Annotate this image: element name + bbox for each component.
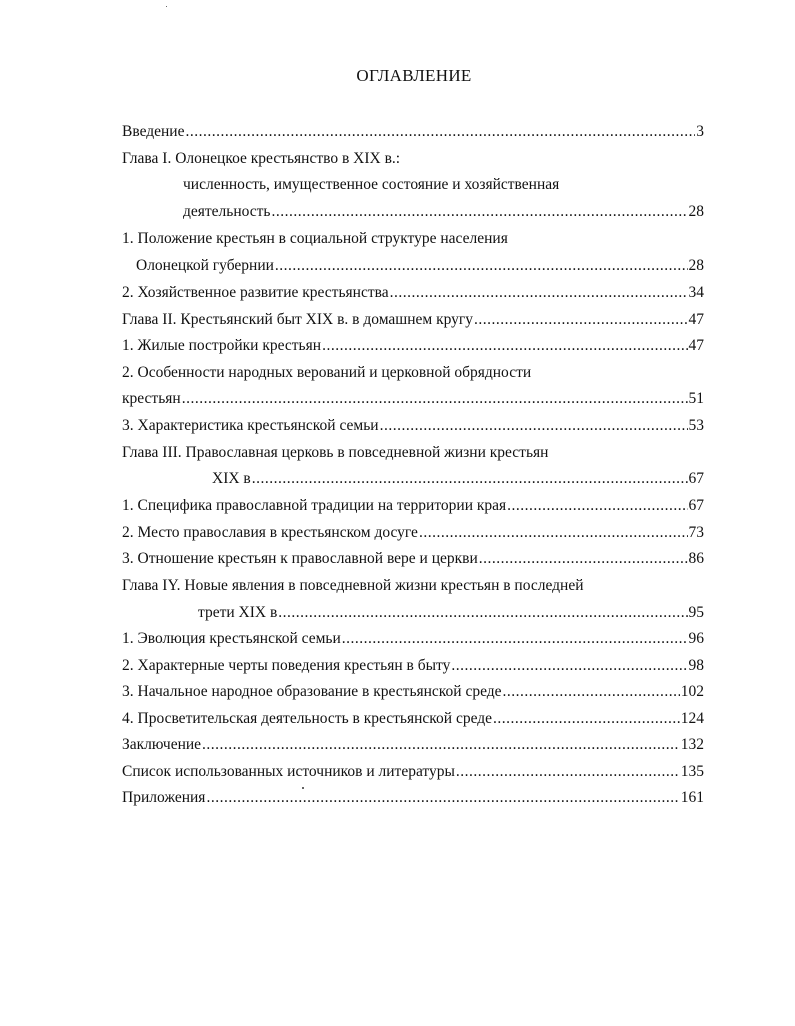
toc-entry-title: Приложения bbox=[122, 789, 206, 806]
toc-leader bbox=[206, 785, 679, 811]
toc-entry bbox=[122, 732, 704, 758]
toc-leader bbox=[185, 119, 695, 145]
toc-page-number: 96 bbox=[688, 630, 704, 647]
toc-entry-title: 1. Жилые постройки крестьян bbox=[122, 337, 322, 354]
toc-entry-title: Олонецкой губернии bbox=[136, 257, 274, 274]
toc-entry bbox=[122, 333, 704, 359]
toc-entry bbox=[212, 466, 704, 492]
toc-page-number: 53 bbox=[688, 417, 704, 434]
toc-entry-title: 2. Место православия в крестьянском досуге bbox=[122, 524, 418, 541]
toc-entry bbox=[122, 785, 704, 811]
toc-entry-title: Глава II. Крестьянский быт XIX в. в домашнем кругу bbox=[122, 311, 474, 328]
toc-entry bbox=[122, 119, 704, 145]
toc-entry bbox=[136, 253, 704, 279]
toc-entry bbox=[122, 386, 704, 412]
toc-leader bbox=[272, 199, 688, 225]
toc-entry-title: Введение bbox=[122, 123, 185, 140]
toc-page-number: 28 bbox=[688, 203, 704, 220]
toc-page-number: 28 bbox=[688, 257, 704, 274]
toc-leader bbox=[380, 413, 688, 439]
toc-leader bbox=[342, 626, 688, 652]
toc-entry-title: 3. Начальное народное образование в крестьянской среде bbox=[122, 683, 502, 700]
toc-entry-title: деятельность bbox=[183, 203, 271, 220]
toc-entry bbox=[122, 520, 704, 546]
toc-page-number: 132 bbox=[680, 736, 704, 753]
toc-entry bbox=[122, 493, 704, 519]
toc-page-number: 73 bbox=[688, 524, 704, 541]
toc-page-number: 161 bbox=[680, 789, 704, 806]
toc-page-number: 67 bbox=[688, 470, 704, 487]
toc-page-number: 47 bbox=[688, 337, 704, 354]
toc-entry-line: Глава IY. Новые явления в повседневной жизни крестьян в последней bbox=[122, 577, 584, 594]
toc-leader bbox=[474, 307, 687, 333]
scan-speck bbox=[302, 787, 304, 789]
toc-entry bbox=[122, 759, 704, 785]
toc-leader bbox=[278, 600, 687, 626]
toc-page-number: 135 bbox=[680, 763, 704, 780]
toc-entry-title: 3. Отношение крестьян к православной вере и церкви bbox=[122, 550, 478, 567]
toc-leader bbox=[390, 280, 688, 306]
toc-page-number: 51 bbox=[688, 390, 704, 407]
toc-entry bbox=[122, 307, 704, 333]
toc-leader bbox=[322, 333, 687, 359]
toc-entry-title: трети XIX в bbox=[198, 604, 278, 621]
toc-entry-line: 1. Положение крестьян в социальной структуре населения bbox=[122, 230, 508, 247]
toc-leader bbox=[456, 759, 680, 785]
toc-entry-title: XIX в bbox=[212, 470, 251, 487]
toc-page-number: 98 bbox=[688, 657, 704, 674]
toc-leader bbox=[252, 466, 688, 492]
toc-entry-line: Глава I. Олонецкое крестьянство в XIX в.: bbox=[122, 150, 401, 167]
toc-leader bbox=[493, 706, 680, 732]
toc-entry bbox=[122, 653, 704, 679]
toc-leader bbox=[451, 653, 687, 679]
toc-entry-title: 1. Эволюция крестьянской семьи bbox=[122, 630, 341, 647]
toc-entry-line: 2. Особенности народных верований и церковной обрядности bbox=[122, 364, 532, 381]
toc-entry-title: крестьян bbox=[122, 390, 181, 407]
toc-leader bbox=[503, 679, 680, 705]
toc-leader bbox=[202, 732, 680, 758]
toc-entry bbox=[122, 706, 704, 732]
toc-entry-title: 4. Просветительская деятельность в крестьянской среде bbox=[122, 710, 493, 727]
toc-entry-title: 2. Характерные черты поведения крестьян в быту bbox=[122, 657, 451, 674]
toc-entry bbox=[122, 546, 704, 572]
toc-entry-title: 1. Специфика православной традиции на территории края bbox=[122, 497, 507, 514]
page-title: ОГЛАВЛЕНИЕ bbox=[356, 66, 472, 85]
toc-page-number: 86 bbox=[688, 550, 704, 567]
toc-entry bbox=[122, 280, 704, 306]
toc-entry bbox=[122, 413, 704, 439]
scan-speck bbox=[166, 6, 167, 7]
toc-entry bbox=[198, 600, 704, 626]
toc-leader bbox=[479, 546, 688, 572]
toc-entry-title: 3. Характеристика крестьянской семьи bbox=[122, 417, 379, 434]
toc-page-number: 67 bbox=[688, 497, 704, 514]
toc-entry-title: Список использованных источников и литературы bbox=[122, 763, 455, 780]
toc-leader bbox=[275, 253, 688, 279]
toc-entry bbox=[122, 626, 704, 652]
toc-entry-title: 2. Хозяйственное развитие крестьянства bbox=[122, 284, 389, 301]
toc-page-number: 95 bbox=[688, 604, 704, 621]
toc-entry-line: численность, имущественное состояние и хозяйственная bbox=[183, 176, 560, 193]
toc-entry bbox=[183, 199, 704, 225]
toc-page-number: 47 bbox=[688, 311, 704, 328]
toc-leader bbox=[419, 520, 688, 546]
toc-leader bbox=[507, 493, 687, 519]
toc-entry bbox=[122, 679, 704, 705]
toc-page-number: 3 bbox=[696, 123, 704, 140]
toc-leader bbox=[182, 386, 688, 412]
toc-page-number: 34 bbox=[688, 284, 704, 301]
toc-page-number: 102 bbox=[680, 683, 704, 700]
toc-entry-line: Глава III. Православная церковь в повседневной жизни крестьян bbox=[122, 444, 549, 461]
toc-entry-title: Заключение bbox=[122, 736, 202, 753]
toc-page-number: 124 bbox=[680, 710, 704, 727]
